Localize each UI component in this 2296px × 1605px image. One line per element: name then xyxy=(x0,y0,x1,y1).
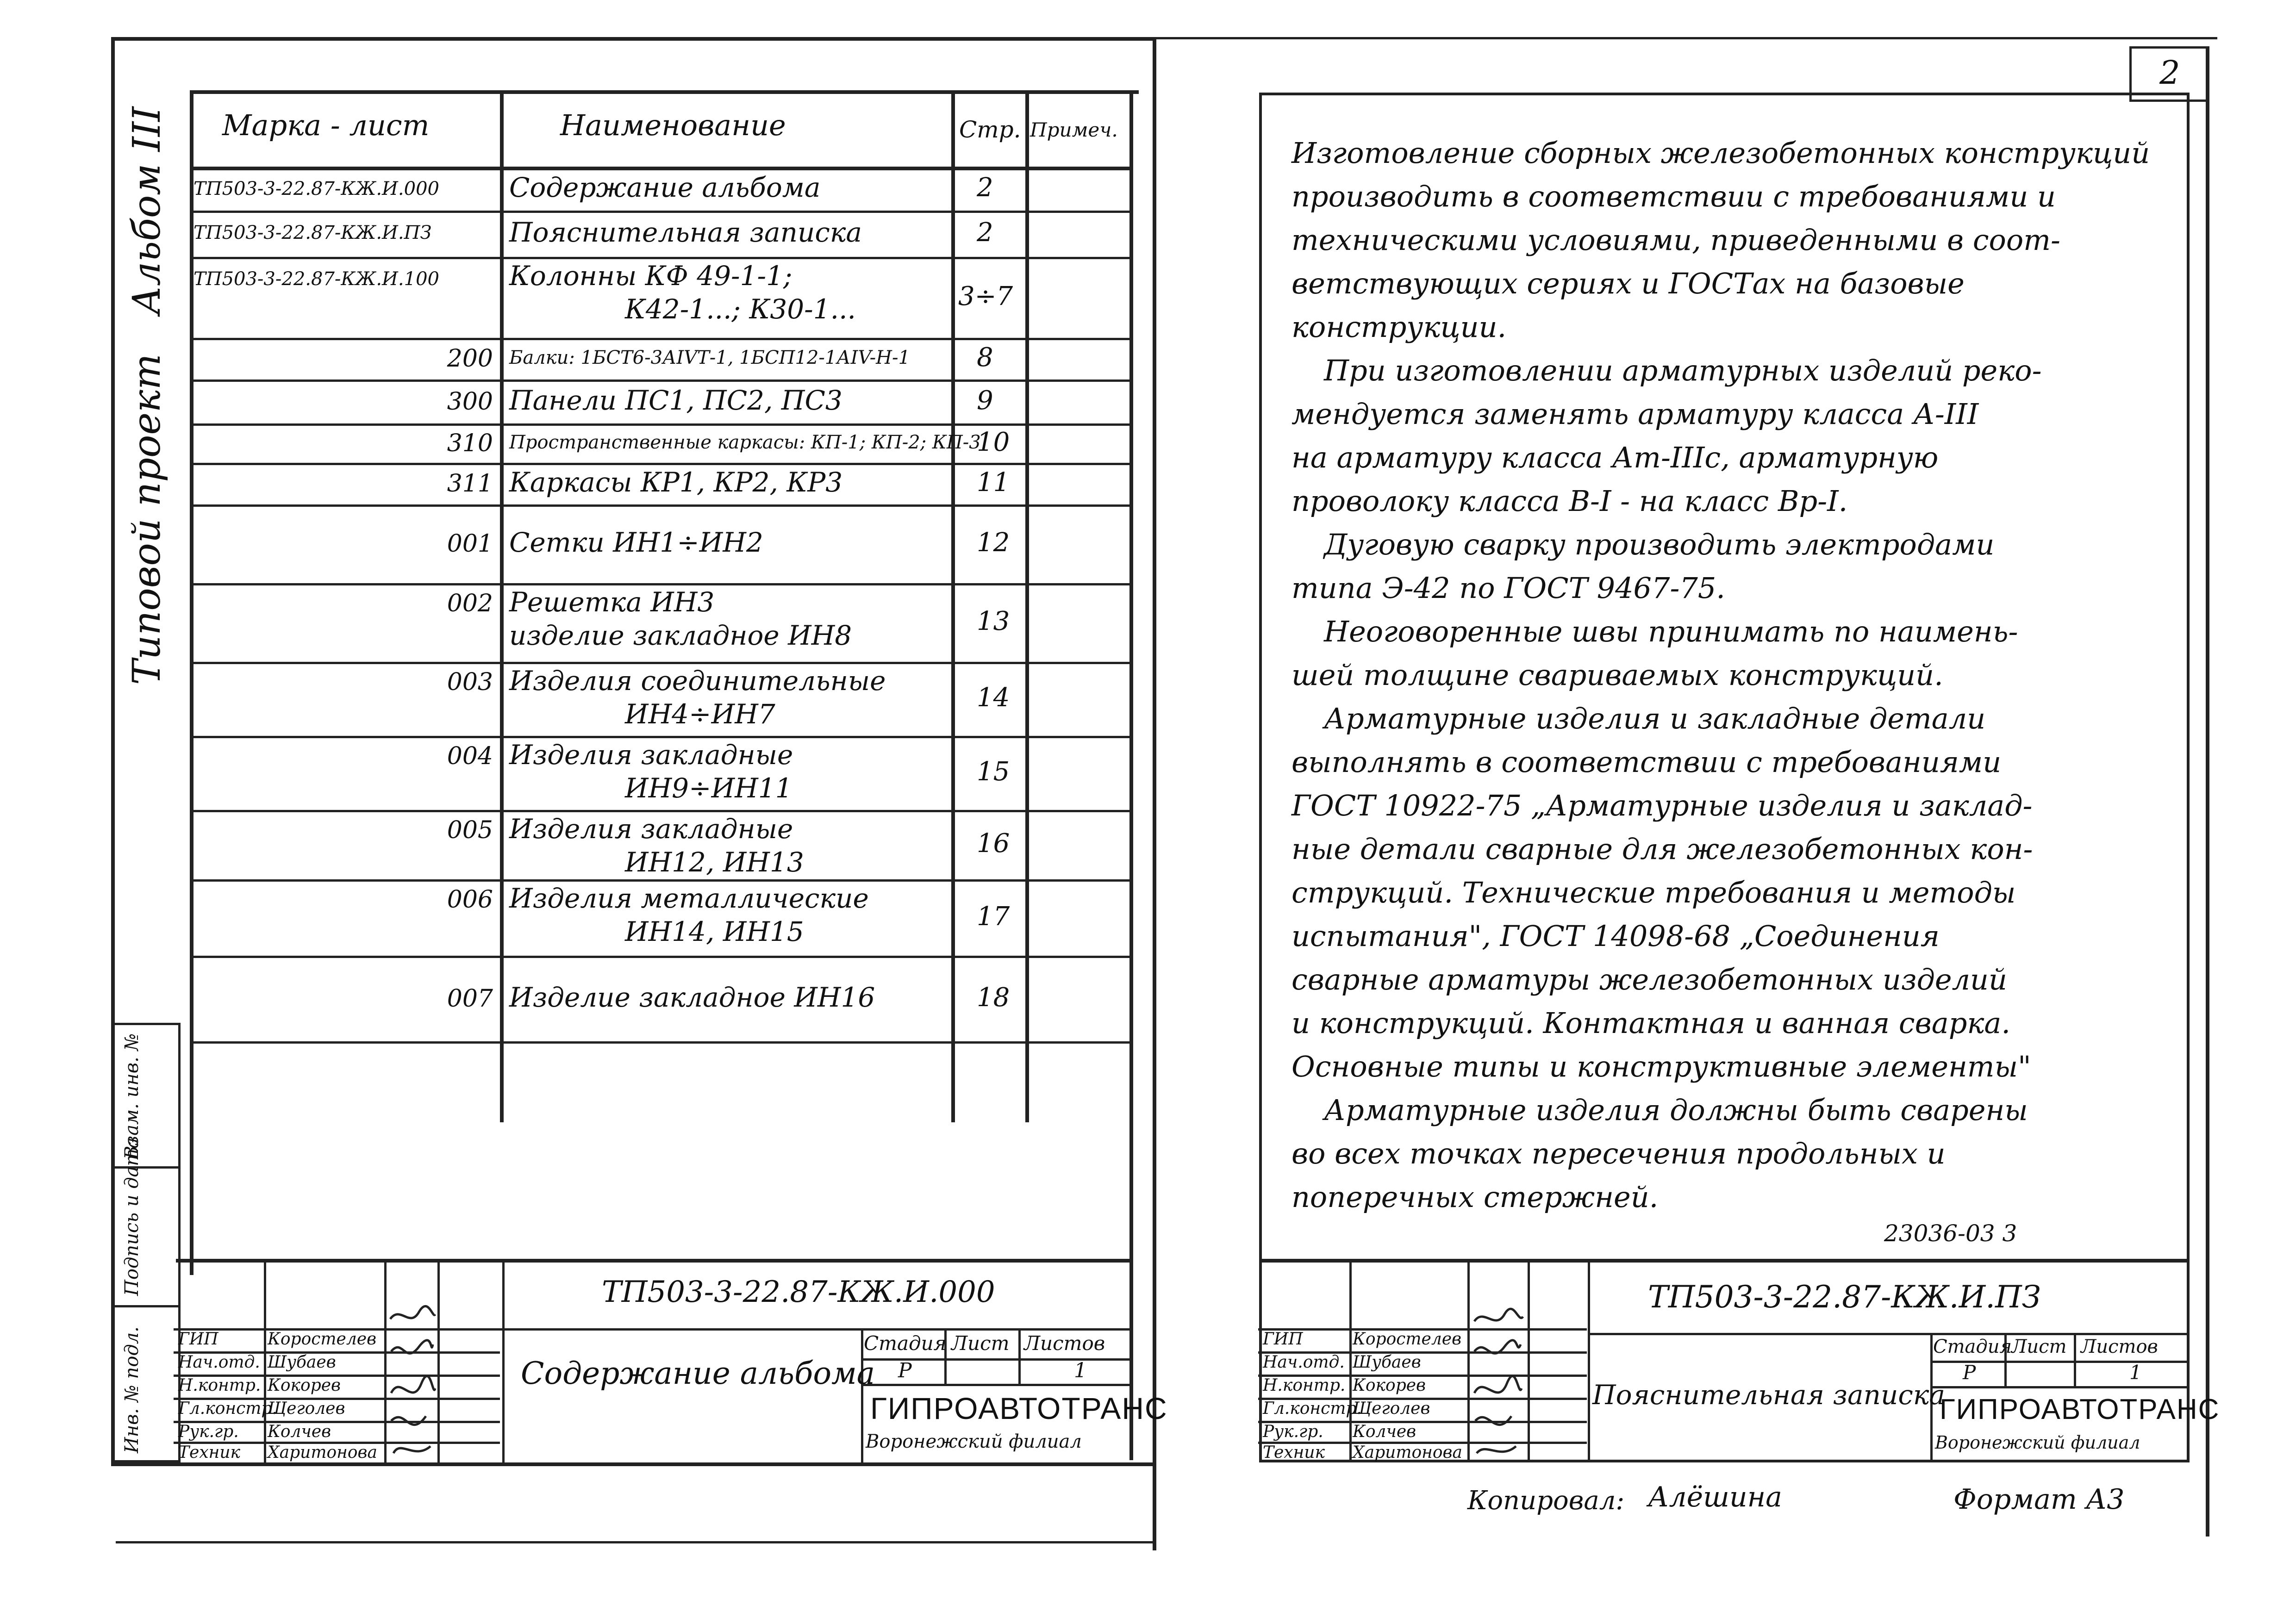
toc-row-divider xyxy=(190,879,1129,882)
toc-row-page: 17 xyxy=(977,901,1010,932)
tb-top xyxy=(1259,1259,2190,1263)
note-line: типа Э-42 по ГОСТ 9467-75. xyxy=(1292,571,1725,605)
tb-line xyxy=(1588,1333,2190,1335)
note-line: мендуется заменять арматуру класса А-III xyxy=(1292,397,1979,431)
left-trim-line xyxy=(116,1541,1153,1543)
toc-row-divider xyxy=(190,504,1129,507)
tb-person-name: Коростелев xyxy=(268,1330,377,1349)
tb-person-name: Коростелев xyxy=(1353,1330,1462,1349)
toc-top xyxy=(190,90,1139,94)
toc-col-page xyxy=(951,90,955,1122)
note-line: Неоговоренные швы принимать по наимень- xyxy=(1324,615,2018,648)
tb-col xyxy=(2074,1333,2076,1386)
toc-row-mark: 200 xyxy=(447,345,493,373)
toc-row-divider xyxy=(190,583,1129,585)
toc-row-mark: 003 xyxy=(447,668,493,696)
note-line: производить в соответствии с требованиями и xyxy=(1292,180,2056,213)
note-line: Изготовление сборных железобетонных конструкций xyxy=(1292,136,2150,170)
tb-line xyxy=(1930,1386,2190,1388)
project-label: Типовой проект xyxy=(125,354,169,685)
toc-col-note xyxy=(1025,90,1029,1122)
tb-role: Гл.констр. xyxy=(178,1399,277,1418)
note-line: При изготовлении арматурных изделий реко- xyxy=(1324,354,2042,387)
side-stamp-replace: Взам. инв. № xyxy=(121,1033,143,1159)
note-line: техническими условиями, приведенными в соот- xyxy=(1292,223,2060,257)
left-tb-sheets-v: 1 xyxy=(1074,1359,1087,1382)
note-line: сварные арматуры железобетонных изделий xyxy=(1292,963,2007,996)
note-line: выполнять в соответствии с требованиями xyxy=(1292,745,2002,779)
toc-row-page: 13 xyxy=(977,606,1010,636)
toc-header-page: Стр. xyxy=(959,116,1021,143)
toc-row-name: Изделия закладные xyxy=(509,813,793,845)
note-line: ветствующих сериях и ГОСТах на базовые xyxy=(1292,267,1965,300)
toc-row-page: 3÷7 xyxy=(958,281,1013,311)
right-tb-title: Пояснительная записка xyxy=(1592,1379,1946,1411)
tb-role: Техник xyxy=(178,1443,241,1462)
tb-person-name: Шубаев xyxy=(268,1353,336,1372)
toc-row-mark: 005 xyxy=(447,816,493,844)
right-tb-stage-v: Р xyxy=(1963,1361,1976,1384)
left-signatures xyxy=(387,1300,437,1462)
left-tb-branch: Воронежский филиал xyxy=(866,1431,1082,1452)
copied-signature: Алёшина xyxy=(1648,1481,1782,1513)
tb-role: Н.контр. xyxy=(178,1376,261,1395)
toc-row-name: ИН9÷ИН11 xyxy=(625,772,792,804)
tb-person-name: Шубаев xyxy=(1353,1353,1421,1372)
toc-row-page: 12 xyxy=(977,528,1010,558)
toc-row-mark: 004 xyxy=(447,742,493,770)
toc-row-page: 11 xyxy=(977,467,1010,498)
toc-row-name: Каркасы КР1, КР2, КР3 xyxy=(509,467,843,498)
side-stamp-divider xyxy=(111,1305,181,1307)
toc-row-name: Пространственные каркасы: КП-1; КП-2; КП-3 xyxy=(509,431,981,453)
right-tb-sheets-v: 1 xyxy=(2129,1361,2142,1384)
left-tb-code: ТП503-3-22.87-КЖ.И.000 xyxy=(602,1275,995,1309)
toc-row-divider xyxy=(190,956,1129,958)
toc-header-mark: Марка - лист xyxy=(222,108,430,142)
tb-person-name: Щеголев xyxy=(268,1399,345,1418)
tb-col xyxy=(1349,1259,1352,1462)
toc-header-bottom xyxy=(190,167,1129,170)
tb-role: Гл.констр. xyxy=(1263,1399,1362,1418)
toc-row-name: ИН12, ИН13 xyxy=(625,846,804,878)
toc-row-mark: 007 xyxy=(447,984,493,1013)
note-line: испытания", ГОСТ 14098-68 „Соединения xyxy=(1292,919,1940,953)
toc-row-divider xyxy=(190,379,1129,382)
toc-row-page: 15 xyxy=(977,757,1010,787)
right-tb-code: ТП503-3-22.87-КЖ.И.ПЗ xyxy=(1648,1279,2041,1315)
note-line: на арматуру класса Ат-IIIс, арматурную xyxy=(1292,441,1939,474)
toc-row-name: Колонны КФ 49-1-1; xyxy=(509,260,792,292)
left-tb-title: Содержание альбома xyxy=(521,1356,875,1391)
right-tb-sheets-h: Листов xyxy=(2081,1336,2158,1357)
side-stamp-sign: Подпись и дата xyxy=(121,1137,143,1296)
left-tb-stage-h: Стадия xyxy=(864,1332,947,1355)
toc-row-mark: ТП503-3-22.87-КЖ.И.ПЗ xyxy=(193,222,432,243)
tb-role: ГИП xyxy=(178,1330,218,1349)
tb-person-name: Колчев xyxy=(268,1422,331,1441)
right-signatures xyxy=(1470,1305,1525,1462)
toc-col-name xyxy=(500,90,504,1122)
toc-row-page: 14 xyxy=(977,683,1010,713)
note-line: конструкции. xyxy=(1292,310,1507,344)
right-tb-branch: Воронежский филиал xyxy=(1935,1432,2140,1453)
toc-row-name: Изделия соединительные xyxy=(509,665,886,697)
toc-row-mark: ТП503-3-22.87-КЖ.И.100 xyxy=(193,268,439,290)
tb-person-name: Харитонова xyxy=(1353,1443,1462,1462)
note-line: Дуговую сварку производить электродами xyxy=(1324,528,1995,561)
toc-row-divider xyxy=(190,1041,1129,1044)
toc-row-divider xyxy=(190,662,1129,664)
note-line: и конструкций. Контактная и ванная сварка. xyxy=(1292,1006,2011,1040)
copied-label: Копировал: xyxy=(1467,1486,1625,1516)
toc-right xyxy=(1129,90,1133,1460)
toc-row-mark: 311 xyxy=(447,470,493,498)
right-trim-top xyxy=(796,37,2217,39)
toc-row-name: Изделия закладные xyxy=(509,739,793,771)
toc-row-mark: 310 xyxy=(447,429,493,457)
toc-row-name: Изделие закладное ИН16 xyxy=(509,981,875,1013)
tb-role: Рук.гр. xyxy=(1263,1422,1323,1441)
toc-header-name: Наименование xyxy=(560,108,786,142)
tb-col xyxy=(1588,1259,1590,1462)
toc-row-page: 18 xyxy=(977,982,1010,1013)
note-line: струкций. Технические требования и методы xyxy=(1292,876,2016,909)
note-line: Арматурные изделия и закладные детали xyxy=(1324,702,1986,735)
toc-row-mark: 002 xyxy=(447,590,493,617)
tb-col xyxy=(1528,1259,1530,1462)
left-tb-sheet-h: Лист xyxy=(951,1332,1010,1355)
toc-row-divider xyxy=(190,810,1129,812)
tb-role: Рук.гр. xyxy=(178,1422,239,1441)
toc-left xyxy=(190,90,193,1275)
toc-row-mark: 001 xyxy=(447,530,493,558)
note-line: ГОСТ 10922-75 „Арматурные изделия и заклад- xyxy=(1292,789,2033,822)
toc-row-name: Содержание альбома xyxy=(509,171,821,203)
right-tb-stage-h: Стадия xyxy=(1933,1336,2012,1357)
toc-row-mark: 006 xyxy=(447,886,493,914)
toc-header-note: Примеч. xyxy=(1030,118,1118,141)
toc-row-name: ИН14, ИН15 xyxy=(625,916,804,947)
note-line: поперечных стержней. xyxy=(1292,1180,1659,1214)
tb-person-name: Щеголев xyxy=(1353,1399,1430,1418)
toc-row-page: 8 xyxy=(977,342,993,373)
right-tb-sheet-h: Лист xyxy=(2011,1336,2067,1357)
right-tb-org: ГИПРОАВТОТРАНС xyxy=(1940,1393,2220,1425)
tb-role: Нач.отд. xyxy=(178,1353,260,1372)
toc-row-name: Сетки ИН1÷ИН2 xyxy=(509,527,763,558)
tb-role: Н.контр. xyxy=(1263,1376,1346,1395)
right-trim-line xyxy=(2206,46,2209,1537)
tb-role: Техник xyxy=(1263,1443,1325,1462)
tb-person-name: Колчев xyxy=(1353,1422,1416,1441)
toc-row-divider xyxy=(190,211,1129,213)
toc-row-mark: 300 xyxy=(447,387,493,416)
toc-row-divider xyxy=(190,423,1129,426)
tb-role: ГИП xyxy=(1263,1330,1303,1349)
toc-row-mark: ТП503-3-22.87-КЖ.И.000 xyxy=(193,178,439,199)
toc-row-divider xyxy=(190,338,1129,340)
note-line: ные детали сварные для железобетонных кон- xyxy=(1292,832,2033,866)
toc-row-divider xyxy=(190,736,1129,738)
tb-role: Нач.отд. xyxy=(1263,1353,1345,1372)
toc-row-name: Пояснительная записка xyxy=(509,217,862,248)
tb-col xyxy=(437,1259,440,1462)
toc-row-name: ИН4÷ИН7 xyxy=(625,698,775,730)
note-line: шей толщине свариваемых конструкций. xyxy=(1292,658,1943,692)
tb-person-name: Кокорев xyxy=(1353,1376,1426,1395)
toc-row-page: 2 xyxy=(977,172,993,203)
tb-person-name: Харитонова xyxy=(268,1443,377,1462)
tb-top xyxy=(176,1259,1129,1263)
page-number: 2 xyxy=(2159,54,2180,92)
left-tb-stage-v: Р xyxy=(898,1359,912,1382)
toc-row-page: 16 xyxy=(977,828,1010,858)
album-label: Альбом III xyxy=(125,106,169,315)
toc-row-name: Балки: 1БСТ6-3АIVТ-1, 1БСП12-1АIV-Н-1 xyxy=(509,347,911,368)
tb-line xyxy=(861,1384,1129,1386)
left-tb-sheets-h: Листов xyxy=(1024,1332,1105,1355)
toc-row-name: изделие закладное ИН8 xyxy=(509,620,852,651)
toc-row-page: 2 xyxy=(977,218,993,248)
note-line: во всех точках пересечения продольных и xyxy=(1292,1137,1946,1170)
toc-row-page: 9 xyxy=(977,385,993,416)
tb-col xyxy=(861,1328,863,1462)
toc-row-divider xyxy=(190,463,1129,465)
side-stamp-inv: Инв. № подл. xyxy=(121,1326,143,1453)
toc-row-page: 10 xyxy=(977,427,1010,457)
toc-row-name: Изделия металлические xyxy=(509,883,869,914)
tb-col xyxy=(1018,1328,1021,1384)
doc-number: 23036-03 3 xyxy=(1884,1220,2017,1247)
tb-col xyxy=(502,1259,505,1462)
page-divider xyxy=(1153,37,1156,1550)
toc-row-name: Панели ПС1, ПС2, ПС3 xyxy=(509,384,842,416)
format-label: Формат А3 xyxy=(1953,1483,2125,1516)
note-line: Арматурные изделия должны быть сварены xyxy=(1324,1093,2028,1127)
toc-row-name: Решетка ИН3 xyxy=(509,586,715,618)
tb-person-name: Кокорев xyxy=(268,1376,341,1395)
toc-row-name: К42-1...; К30-1... xyxy=(625,293,856,325)
note-line: Основные типы и конструктивные элементы" xyxy=(1292,1050,2031,1083)
toc-row-divider xyxy=(190,257,1129,259)
note-line: проволоку класса В-I - на класс Вр-I. xyxy=(1292,484,1848,518)
left-tb-org: ГИПРОАВТОТРАНС xyxy=(870,1391,1168,1425)
left-frame-bottom xyxy=(111,1462,1153,1466)
tb-col xyxy=(264,1259,266,1462)
